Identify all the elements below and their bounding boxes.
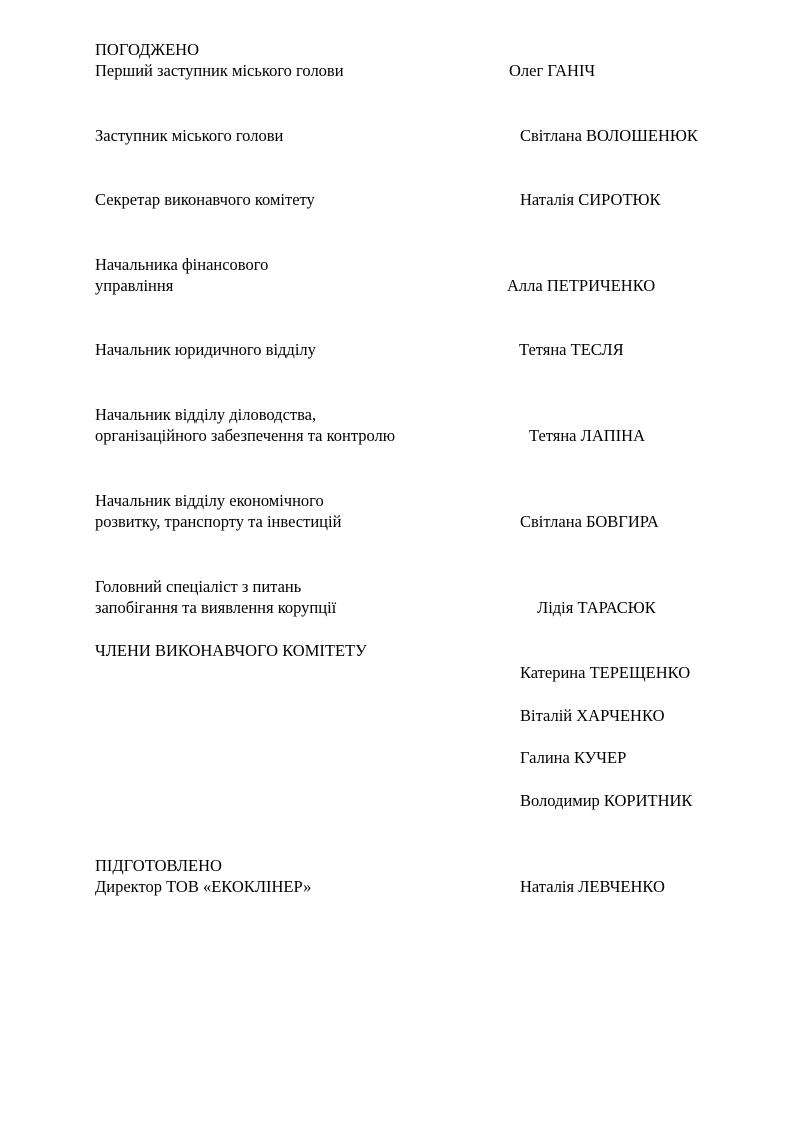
position-anticorruption-line1: Головний спеціаліст з питань: [95, 577, 302, 596]
signatory-name: Лідія ТАРАСЮК: [537, 598, 656, 617]
prepared-name: Наталія ЛЕВЧЕНКО: [520, 877, 665, 896]
position-finance-head-line2: управління: [95, 276, 174, 295]
position-executive-secretary: Секретар виконавчого комітету: [95, 190, 315, 209]
signatory-name: Тетяна ЛАПІНА: [529, 426, 645, 445]
prepared-position: Директор ТОВ «ЕКОКЛІНЕР»: [95, 877, 312, 896]
approved-heading: ПОГОДЖЕНО: [95, 40, 200, 59]
signatory-name: Тетяна ТЕСЛЯ: [519, 340, 624, 359]
position-legal-head: Начальник юридичного відділу: [95, 340, 316, 359]
position-records-head-line1: Начальник відділу діловодства,: [95, 405, 317, 424]
position-finance-head-line1: Начальника фінансового: [95, 255, 269, 274]
position-records-head-line2: організаційного забезпечення та контролю: [95, 426, 396, 445]
prepared-heading: ПІДГОТОВЛЕНО: [95, 856, 222, 875]
position-economy-head-line2: розвитку, транспорту та інвестицій: [95, 512, 342, 531]
committee-member-name: Володимир КОРИТНИК: [520, 791, 693, 810]
position-deputy-mayor: Заступник міського голови: [95, 126, 284, 145]
position-first-deputy-mayor: Перший заступник міського голови: [95, 61, 344, 80]
position-economy-head-line1: Начальник відділу економічного: [95, 491, 324, 510]
committee-heading: ЧЛЕНИ ВИКОНАВЧОГО КОМІТЕТУ: [95, 641, 367, 660]
signatory-name: Наталія СИРОТЮК: [520, 190, 661, 209]
committee-member-name: Віталій ХАРЧЕНКО: [520, 706, 665, 725]
committee-member-name: Катерина ТЕРЕЩЕНКО: [520, 663, 691, 682]
signatory-name: Олег ГАНІЧ: [509, 61, 596, 80]
signatory-name: Світлана ВОЛОШЕНЮК: [520, 126, 698, 145]
committee-member-name: Галина КУЧЕР: [520, 748, 627, 767]
position-anticorruption-line2: запобігання та виявлення корупції: [95, 598, 337, 617]
signatory-name: Світлана БОВГИРА: [520, 512, 659, 531]
signatory-name: Алла ПЕТРИЧЕНКО: [507, 276, 656, 295]
